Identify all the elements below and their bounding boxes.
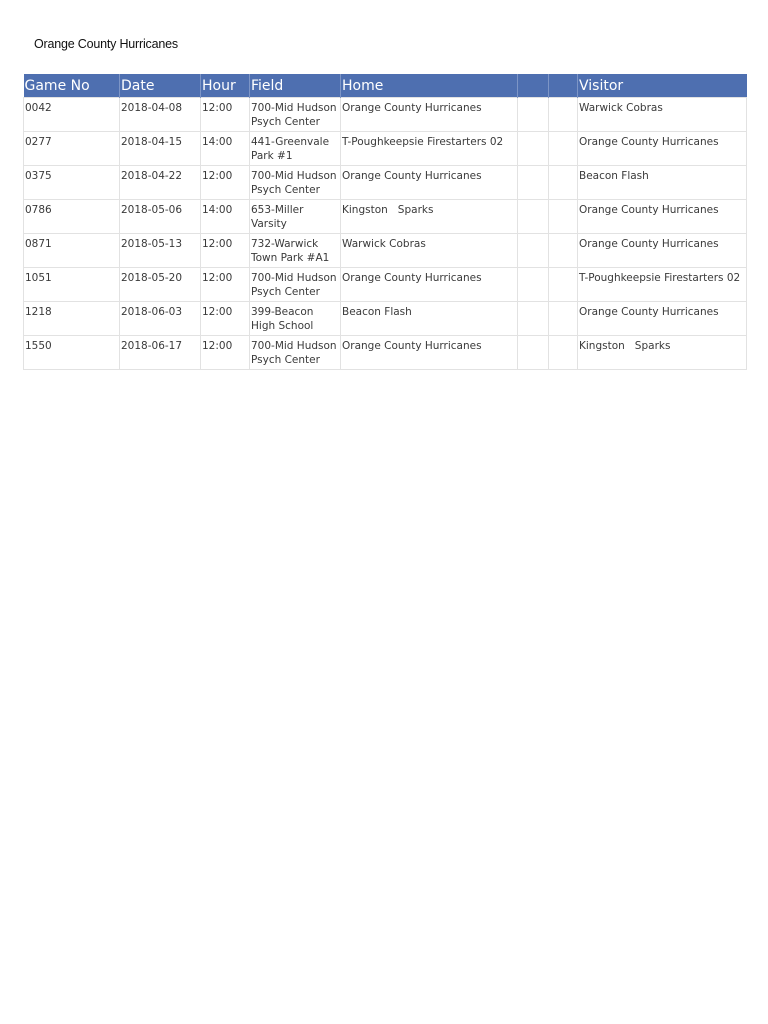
game-no-cell: 0786 bbox=[24, 200, 120, 234]
blank-cell-2 bbox=[549, 200, 578, 234]
column-header-visitor[interactable]: Visitor bbox=[578, 74, 747, 98]
game-no-cell: 1051 bbox=[24, 268, 120, 302]
schedule-table bbox=[23, 74, 747, 370]
table-row[interactable] bbox=[24, 132, 747, 166]
blank-cell-2 bbox=[549, 336, 578, 370]
blank-cell-1 bbox=[518, 302, 549, 336]
hour-cell: 12:00 bbox=[201, 234, 250, 268]
visitor-cell: Orange County Hurricanes bbox=[578, 234, 747, 268]
blank-cell-1 bbox=[518, 132, 549, 166]
date-cell: 2018-04-15 bbox=[120, 132, 201, 166]
blank-cell-2 bbox=[549, 166, 578, 200]
field-cell: 700-Mid Hudson Psych Center bbox=[250, 98, 341, 132]
visitor-cell: Warwick Cobras bbox=[578, 98, 747, 132]
game-no-cell: 1550 bbox=[24, 336, 120, 370]
table-row[interactable] bbox=[24, 234, 747, 268]
table-row[interactable] bbox=[24, 166, 747, 200]
hour-cell: 12:00 bbox=[201, 166, 250, 200]
column-header-home[interactable]: Home bbox=[341, 74, 518, 98]
home-cell: Kingston Sparks bbox=[341, 200, 518, 234]
visitor-cell: Orange County Hurricanes bbox=[578, 132, 747, 166]
header-row bbox=[24, 74, 747, 98]
date-cell: 2018-05-13 bbox=[120, 234, 201, 268]
blank-cell-2 bbox=[549, 98, 578, 132]
home-cell: Orange County Hurricanes bbox=[341, 268, 518, 302]
date-cell: 2018-06-17 bbox=[120, 336, 201, 370]
hour-cell: 12:00 bbox=[201, 98, 250, 132]
visitor-cell: Kingston Sparks bbox=[578, 336, 747, 370]
date-cell: 2018-06-03 bbox=[120, 302, 201, 336]
date-cell: 2018-05-20 bbox=[120, 268, 201, 302]
home-cell: T-Poughkeepsie Firestarters 02 bbox=[341, 132, 518, 166]
table-row[interactable] bbox=[24, 98, 747, 132]
hour-cell: 12:00 bbox=[201, 268, 250, 302]
column-header-date[interactable]: Date bbox=[120, 74, 201, 98]
blank-cell-2 bbox=[549, 302, 578, 336]
blank-cell-2 bbox=[549, 132, 578, 166]
game-no-cell: 0871 bbox=[24, 234, 120, 268]
home-cell: Orange County Hurricanes bbox=[341, 336, 518, 370]
table-row[interactable] bbox=[24, 200, 747, 234]
hour-cell: 14:00 bbox=[201, 200, 250, 234]
field-cell: 700-Mid Hudson Psych Center bbox=[250, 336, 341, 370]
game-no-cell: 0277 bbox=[24, 132, 120, 166]
field-cell: 653-Miller Varsity bbox=[250, 200, 341, 234]
date-cell: 2018-04-22 bbox=[120, 166, 201, 200]
blank-cell-2 bbox=[549, 234, 578, 268]
field-cell: 700-Mid Hudson Psych Center bbox=[250, 166, 341, 200]
hour-cell: 12:00 bbox=[201, 302, 250, 336]
table-row[interactable] bbox=[24, 336, 747, 370]
game-no-cell: 1218 bbox=[24, 302, 120, 336]
blank-cell-1 bbox=[518, 234, 549, 268]
hour-cell: 12:00 bbox=[201, 336, 250, 370]
column-header-field[interactable]: Field bbox=[250, 74, 341, 98]
visitor-cell: Beacon Flash bbox=[578, 166, 747, 200]
visitor-cell: Orange County Hurricanes bbox=[578, 302, 747, 336]
home-cell: Warwick Cobras bbox=[341, 234, 518, 268]
blank-cell-1 bbox=[518, 336, 549, 370]
field-cell: 732-Warwick Town Park #A1 bbox=[250, 234, 341, 268]
blank-cell-1 bbox=[518, 268, 549, 302]
column-header-hour[interactable]: Hour bbox=[201, 74, 250, 98]
table-row[interactable] bbox=[24, 268, 747, 302]
column-header-game-no[interactable]: Game No bbox=[24, 74, 120, 98]
column-header-blank-1 bbox=[518, 74, 549, 98]
visitor-cell: Orange County Hurricanes bbox=[578, 200, 747, 234]
field-cell: 441-Greenvale Park #1 bbox=[250, 132, 341, 166]
date-cell: 2018-04-08 bbox=[120, 98, 201, 132]
column-header-blank-2 bbox=[549, 74, 578, 98]
home-cell: Orange County Hurricanes bbox=[341, 98, 518, 132]
page-title: Orange County Hurricanes bbox=[34, 37, 178, 51]
home-cell: Orange County Hurricanes bbox=[341, 166, 518, 200]
blank-cell-1 bbox=[518, 200, 549, 234]
field-cell: 399-Beacon High School bbox=[250, 302, 341, 336]
blank-cell-1 bbox=[518, 98, 549, 132]
blank-cell-1 bbox=[518, 166, 549, 200]
hour-cell: 14:00 bbox=[201, 132, 250, 166]
blank-cell-2 bbox=[549, 268, 578, 302]
date-cell: 2018-05-06 bbox=[120, 200, 201, 234]
schedule-body bbox=[24, 98, 747, 370]
visitor-cell: T-Poughkeepsie Firestarters 02 bbox=[578, 268, 747, 302]
home-cell: Beacon Flash bbox=[341, 302, 518, 336]
field-cell: 700-Mid Hudson Psych Center bbox=[250, 268, 341, 302]
game-no-cell: 0375 bbox=[24, 166, 120, 200]
game-no-cell: 0042 bbox=[24, 98, 120, 132]
table-row[interactable] bbox=[24, 302, 747, 336]
